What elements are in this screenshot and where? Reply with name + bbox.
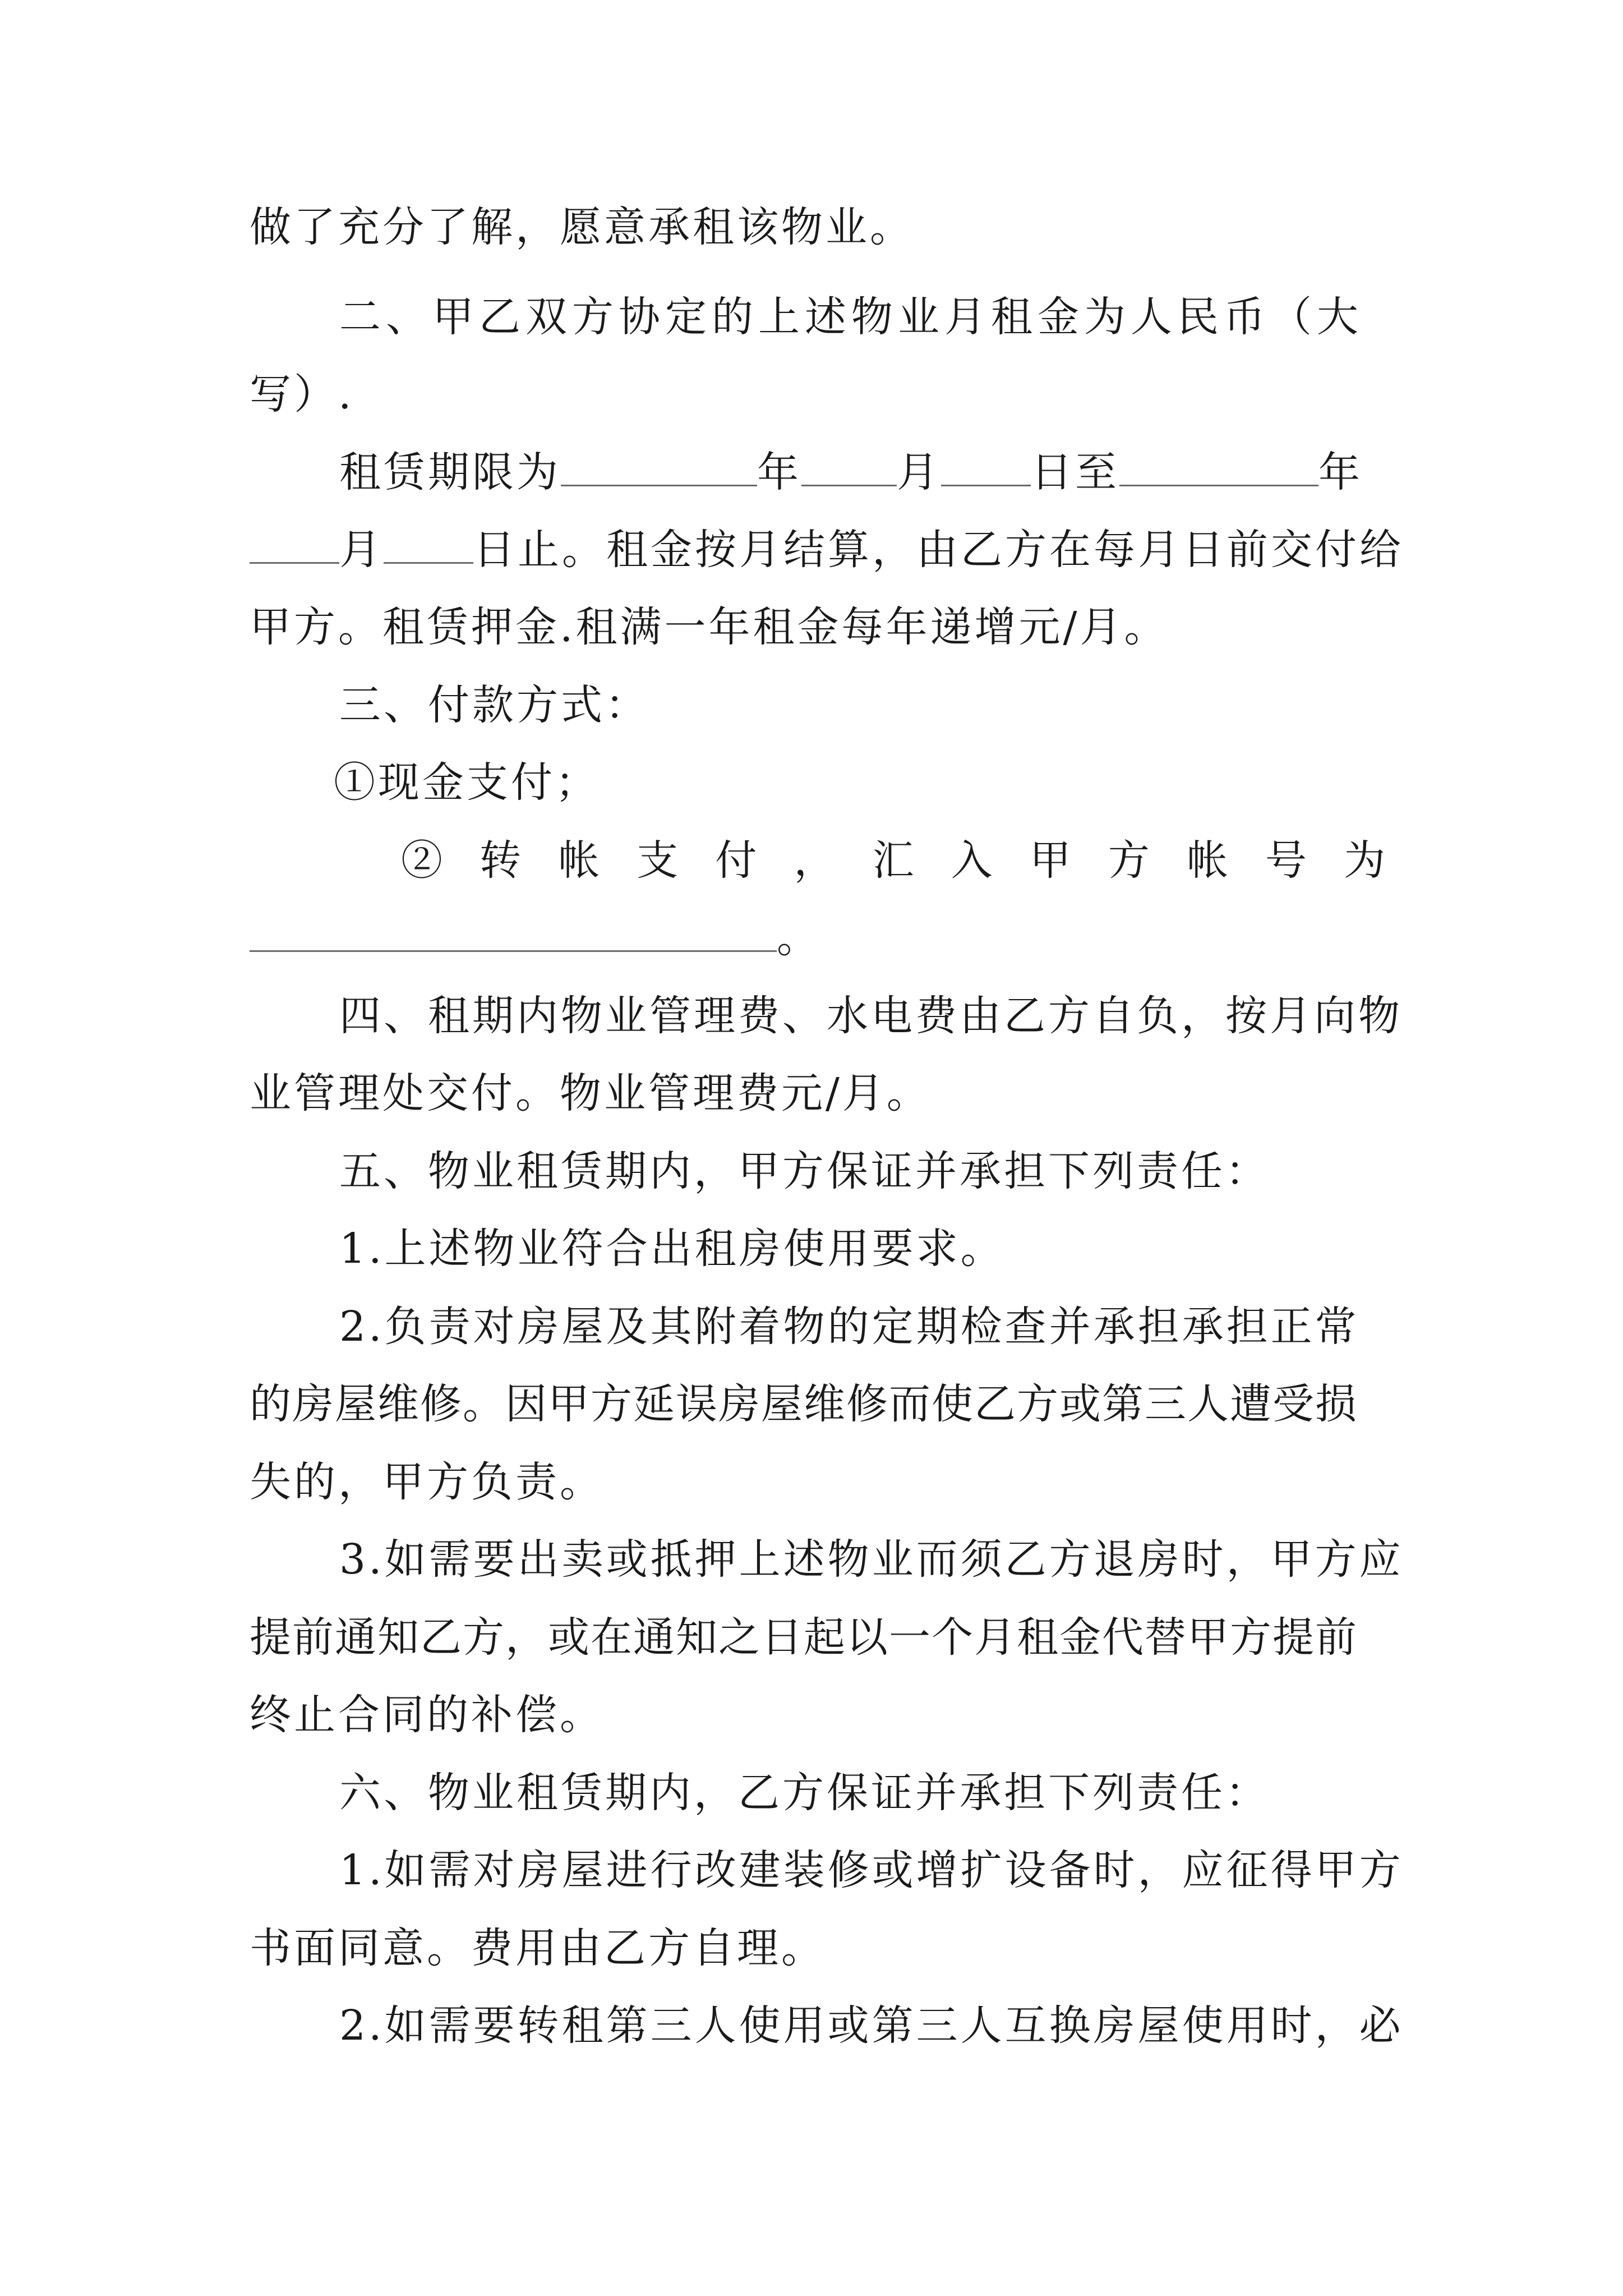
text-segment: 日至 xyxy=(1031,448,1119,496)
section-heading: 三、付款方式： xyxy=(339,681,649,729)
text-segment: 。 xyxy=(777,914,821,962)
blank-field xyxy=(941,445,1031,486)
blank-field xyxy=(561,445,757,486)
text-segment: 月 xyxy=(339,526,384,574)
text-line: 1.上述物业符合出租房使用要求。 xyxy=(339,1225,1005,1273)
account-number-line xyxy=(250,910,1388,966)
text-segment: 日止。租金按月结算，由乙方在每月日前交付给 xyxy=(473,526,1404,574)
text-line: 的房屋维修。因甲方延误房屋维修而使乙方或第三人遭受损 xyxy=(250,1380,1358,1428)
char: ， xyxy=(794,836,847,885)
text-line: 提前通知乙方，或在通知之日起以一个月租金代替甲方提前 xyxy=(250,1613,1358,1662)
char: 支 xyxy=(637,836,690,885)
text-segment: 租赁期限为 xyxy=(339,448,561,496)
text-line: 甲方。租赁押金.租满一年租金每年递增元/月。 xyxy=(250,603,1169,651)
char: 帐 xyxy=(558,836,612,885)
char: 方 xyxy=(1108,836,1162,885)
char: 甲 xyxy=(1029,836,1083,885)
char: 为 xyxy=(1344,836,1389,885)
text-line: 1.如需对房屋进行改建装修或增扩设备时，应征得甲方 xyxy=(339,1846,1404,1894)
section-heading: 四、租期内物业管理费、水电费由乙方自负，按月向物 xyxy=(339,992,1403,1040)
text-line: 书面同意。费用由乙方自理。 xyxy=(250,1924,826,1972)
text-line: ①现金支付； xyxy=(334,758,600,807)
blank-field xyxy=(801,445,897,486)
text-line: 做了充分了解，愿意承租该物业。 xyxy=(250,203,914,251)
char: 付 xyxy=(715,836,769,885)
text-line: 失的，甲方负责。 xyxy=(250,1458,604,1506)
blank-field xyxy=(250,523,339,564)
char: 转 xyxy=(479,836,533,885)
lease-term-line xyxy=(250,522,1404,578)
char: 汇 xyxy=(872,836,926,885)
section-heading: 五、物业租赁期内，甲方保证并承担下列责任： xyxy=(339,1147,1270,1195)
text-line: 二、甲乙双方协定的上述物业月租金为人民币（大 xyxy=(339,293,1363,341)
blank-field xyxy=(250,911,777,952)
text-line: 写）. xyxy=(250,370,354,418)
lease-term-line xyxy=(339,444,1388,500)
char: 号 xyxy=(1265,836,1319,885)
section-heading: 六、物业租赁期内，乙方保证并承担下列责任： xyxy=(339,1769,1270,1817)
blank-field xyxy=(1119,445,1318,486)
char: 入 xyxy=(951,836,1004,885)
text-segment: 月 xyxy=(897,448,941,496)
text-line: 2.如需要转租第三人使用或第三人互换房屋使用时，必 xyxy=(339,2001,1404,2050)
text-line: 2.负责对房屋及其附着物的定期检查并承担承担正常 xyxy=(339,1303,1359,1351)
transfer-payment-line xyxy=(401,832,1388,889)
text-line: 终止合同的补偿。 xyxy=(250,1691,604,1739)
text-segment: 年 xyxy=(1318,448,1363,496)
blank-field xyxy=(384,523,473,564)
text-line: 3.如需要出卖或抵押上述物业而须乙方退房时，甲方应 xyxy=(339,1535,1404,1584)
char: ② xyxy=(401,836,455,885)
char: 帐 xyxy=(1186,836,1241,885)
text-segment: 年 xyxy=(757,448,801,496)
text-line: 业管理处交付。物业管理费元/月。 xyxy=(250,1069,931,1117)
